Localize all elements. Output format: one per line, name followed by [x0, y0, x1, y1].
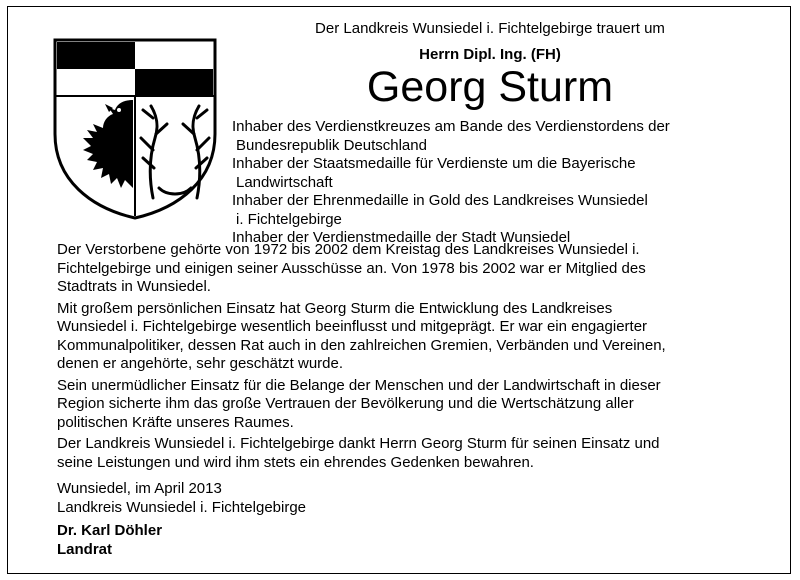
honor-line: Bundesrepublik Deutschland	[236, 136, 427, 154]
paragraph: Der Verstorbene gehörte von 1972 bis 2002 dem Kreistag des Landkreises Wunsiedel i. Fichtelgebirge und einigen seiner Ausschüsse an. Von 1978 bis 2002 war er Mitglied des Stadtrats in Wunsiedel.	[57, 241, 646, 295]
honor-line: Inhaber des Verdienstkreuzes am Bande des Verdienstordens der	[232, 118, 670, 135]
place-date: Wunsiedel, im April 2013	[57, 480, 222, 497]
honor-line: i. Fichtelgebirge	[236, 210, 342, 228]
honorific: Herrn Dipl. Ing. (FH)	[419, 46, 561, 63]
intro-line: Der Landkreis Wunsiedel i. Fichtelgebirge trauert um	[315, 20, 665, 37]
coat-of-arms-icon	[53, 38, 217, 220]
honor-line: Inhaber der Staatsmedaille für Verdienste um die Bayerische	[232, 155, 636, 172]
honor-line: Landwirtschaft	[236, 173, 333, 191]
honors-list	[232, 118, 772, 248]
paragraph: Mit großem persönlichen Einsatz hat Georg Sturm die Entwicklung des Landkreises Wunsiedel i. Fichtelgebirge wesentlich beeinflusst und mitgeprägt. Er war ein engagierter Kommunalpolitiker, dessen Rat auch in den zahlreichen Gremien, Verbänden und Vereinen, denen er angehörte, sehr geschätzt wurde.	[57, 299, 666, 372]
deceased-name: Georg Sturm	[366, 63, 614, 111]
paragraph: Der Landkreis Wunsiedel i. Fichtelgebirge dankt Herrn Georg Sturm für seinen Einsatz und seine Leistungen und wird ihm stets ein ehrendes Gedenken bewahren.	[57, 435, 660, 471]
closing-block	[57, 480, 306, 517]
signatory-title: Landrat	[57, 540, 113, 558]
issuing-organization: Landkreis Wunsiedel i. Fichtelgebirge	[57, 498, 307, 516]
signature-block	[57, 522, 162, 559]
paragraph: Sein unermüdlicher Einsatz für die Belange der Menschen und der Landwirtschaft in dieser Region sicherte ihm das große Vertrauen der Bevölkerung und die Wertschätzung aller politischen Kräfte unseres Raumes.	[57, 376, 661, 431]
honor-line: Inhaber der Verdienstmedaille der Stadt Wunsiedel	[232, 229, 571, 246]
obituary-body	[57, 241, 777, 475]
signatory-name: Dr. Karl Döhler	[57, 522, 163, 539]
honor-line: Inhaber der Ehrenmedaille in Gold des Landkreises Wunsiedel	[232, 192, 648, 209]
